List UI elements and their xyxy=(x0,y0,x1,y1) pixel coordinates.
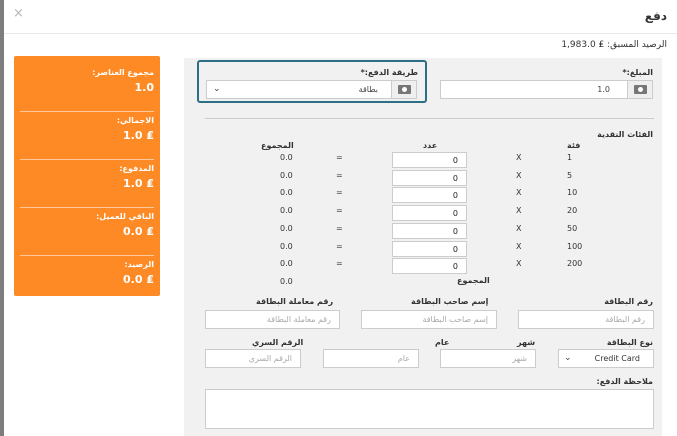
col-denom-header: فئة xyxy=(567,141,581,150)
security-code-label: الرقم السري xyxy=(252,338,304,347)
count-input[interactable]: 0 xyxy=(392,152,467,168)
close-icon[interactable]: × xyxy=(13,6,24,21)
col-count-header: عدد xyxy=(423,141,438,150)
equals-sign: = xyxy=(336,171,343,180)
count-input[interactable]: 0 xyxy=(392,187,467,203)
payment-note-textarea[interactable] xyxy=(205,389,654,429)
count-input[interactable]: 0 xyxy=(392,241,467,257)
equals-sign: = xyxy=(336,153,343,162)
payment-summary xyxy=(14,56,160,296)
summary-label: المدفوع: xyxy=(119,164,154,173)
times-sign: X xyxy=(516,242,522,251)
month-placeholder: شهر xyxy=(512,354,527,363)
summary-item xyxy=(20,64,154,112)
card-holder-label: إسم صاحب البطاقة xyxy=(411,297,489,306)
sum-value: 0.0 xyxy=(280,277,293,286)
row-total: 0.0 xyxy=(280,188,293,197)
count-input[interactable]: 0 xyxy=(392,205,467,221)
row-total: 0.0 xyxy=(280,259,293,268)
card-number-label: رقم البطاقة xyxy=(604,297,653,306)
summary-value: ₤ 0.0 xyxy=(123,225,154,238)
times-sign: X xyxy=(516,153,522,162)
chevron-down-icon: ⌄ xyxy=(213,84,221,94)
times-sign: X xyxy=(516,206,522,215)
security-code-placeholder: الرقم السري xyxy=(248,354,292,363)
summary-item xyxy=(20,160,154,208)
summary-label: الاجمالي: xyxy=(116,116,154,125)
denom-value: 50 xyxy=(567,224,578,233)
amount-label: المبلغ:* xyxy=(622,68,653,77)
payment-method-label: طريقة الدفع:* xyxy=(360,68,418,77)
times-sign: X xyxy=(516,171,522,180)
summary-value: ₤ 0.0 xyxy=(123,273,154,286)
amount-addon xyxy=(627,81,652,98)
card-holder-input[interactable] xyxy=(361,310,497,329)
denominations-header: الفئات النقدية xyxy=(597,130,653,139)
expiry-year-input[interactable] xyxy=(323,349,419,368)
summary-value: ₤ 1.0 xyxy=(123,129,154,142)
cash-icon xyxy=(634,85,647,94)
method-addon xyxy=(391,81,416,98)
denom-value: 200 xyxy=(567,259,583,268)
times-sign: X xyxy=(516,259,522,268)
modal-header xyxy=(4,0,677,34)
modal-title: دفع xyxy=(644,9,667,23)
card-type-select[interactable] xyxy=(558,349,654,368)
times-sign: X xyxy=(516,188,522,197)
summary-value: ₤ 1.0 xyxy=(123,177,154,190)
card-transaction-input[interactable] xyxy=(205,310,340,329)
expiry-month-input[interactable] xyxy=(440,349,536,368)
equals-sign: = xyxy=(336,206,343,215)
payment-method-select[interactable] xyxy=(206,80,417,99)
year-placeholder: عام xyxy=(397,354,410,363)
payment-method-value: بطاقة xyxy=(358,85,378,94)
card-number-input[interactable] xyxy=(518,310,654,329)
denom-value: 20 xyxy=(567,206,578,215)
count-input[interactable]: 0 xyxy=(392,170,467,186)
denom-value: 5 xyxy=(567,171,573,180)
payment-modal xyxy=(4,0,677,436)
summary-item xyxy=(20,256,154,304)
row-total: 0.0 xyxy=(280,206,293,215)
row-total: 0.0 xyxy=(280,171,293,180)
amount-input[interactable] xyxy=(440,80,653,99)
summary-label: الباقي للعميل: xyxy=(96,212,154,221)
card-type-value: Credit Card xyxy=(594,354,640,363)
col-total-header: المجموع xyxy=(261,141,294,150)
card-transaction-label: رقم معاملة البطاقة xyxy=(256,297,334,306)
chevron-down-icon: ⌄ xyxy=(564,353,572,363)
month-label: شهر xyxy=(517,338,536,347)
year-label: عام xyxy=(435,338,450,347)
summary-item xyxy=(20,208,154,256)
card-type-label: نوع البطاقة xyxy=(606,338,653,347)
card-number-placeholder: رقم البطاقة xyxy=(605,315,645,324)
summary-label: مجموع العناصر: xyxy=(92,68,154,77)
security-code-input[interactable] xyxy=(205,349,301,368)
denom-value: 1 xyxy=(567,153,573,162)
row-total: 0.0 xyxy=(280,242,293,251)
payment-note-label: ملاحظة الدفع: xyxy=(596,377,653,386)
summary-label: الرصيد: xyxy=(124,260,154,269)
summary-value: 1.0 xyxy=(134,81,154,94)
denom-value: 100 xyxy=(567,242,583,251)
count-input[interactable]: 0 xyxy=(392,258,467,274)
row-total: 0.0 xyxy=(280,153,293,162)
equals-sign: = xyxy=(336,259,343,268)
cash-icon xyxy=(398,85,411,94)
amount-value: 1.0 xyxy=(597,85,610,94)
equals-sign: = xyxy=(336,224,343,233)
sum-label: المجموع xyxy=(457,276,490,285)
count-input[interactable]: 0 xyxy=(392,223,467,239)
card-transaction-placeholder: رقم معاملة البطاقة xyxy=(266,315,331,324)
card-holder-placeholder: إسم صاحب البطاقة xyxy=(422,315,488,324)
denom-value: 10 xyxy=(567,188,578,197)
times-sign: X xyxy=(516,224,522,233)
equals-sign: = xyxy=(336,188,343,197)
payment-method-group xyxy=(197,60,427,103)
equals-sign: = xyxy=(336,242,343,251)
summary-item xyxy=(20,112,154,160)
row-total: 0.0 xyxy=(280,224,293,233)
divider xyxy=(205,118,654,119)
advance-balance: الرصيد المسبق: ₤ 1,983.0 xyxy=(561,40,667,50)
